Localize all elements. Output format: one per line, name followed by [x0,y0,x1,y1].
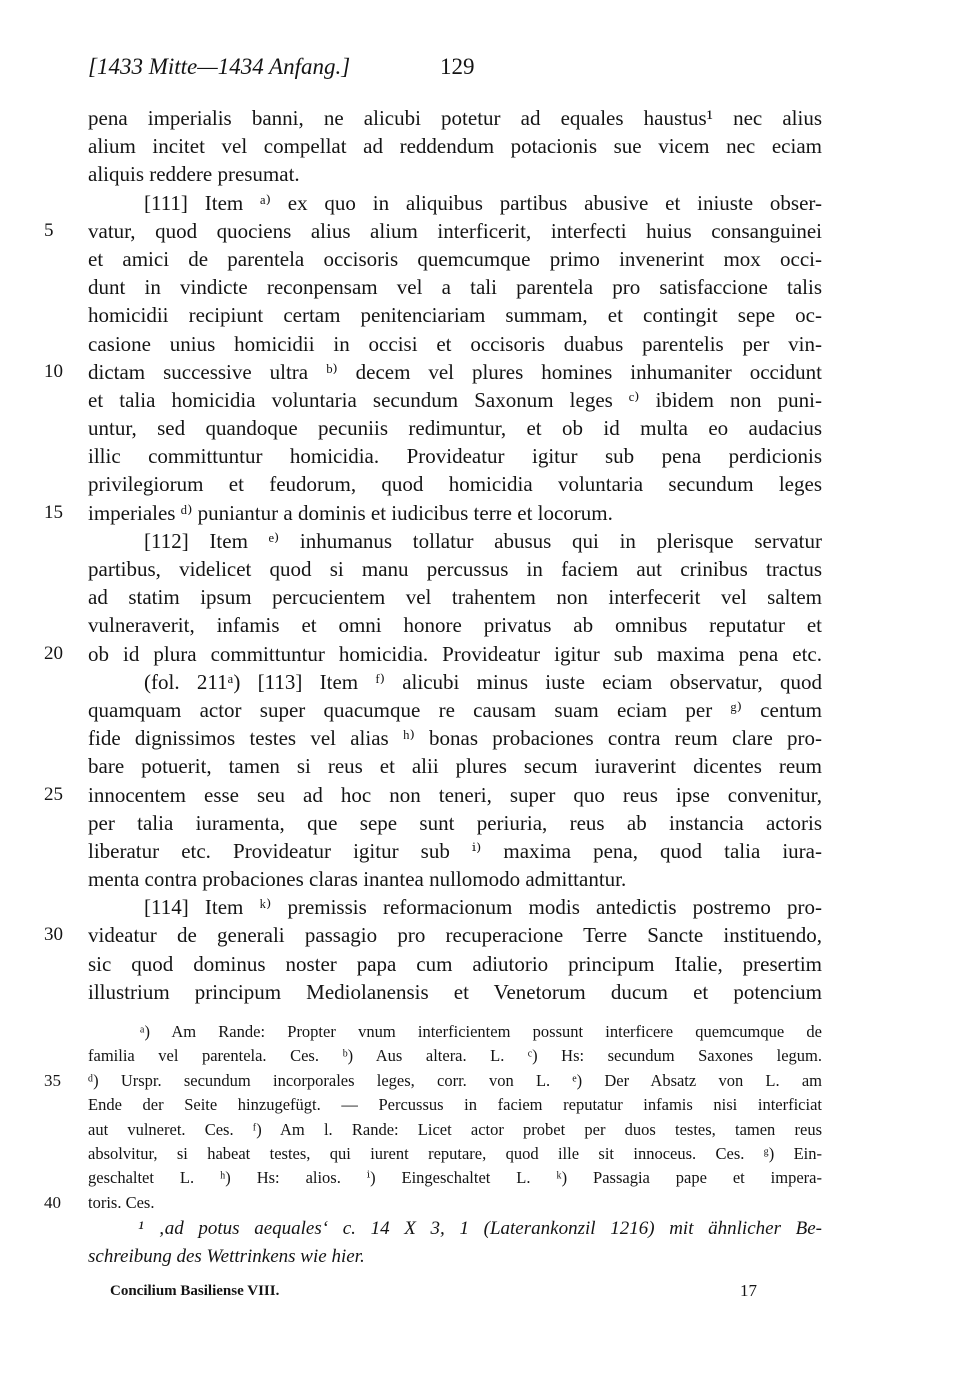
footnote-line [88,1118,822,1142]
text-line [88,555,822,583]
page-number: 129 [440,54,475,79]
text-line [88,893,822,921]
line-text: per talia iuramenta, que sepe sunt periuria, reus ab instancia actoris [88,810,822,835]
signature-line [88,1280,822,1302]
note-line [88,1215,822,1243]
text-line [88,104,822,132]
line-text: casione unius homicidii in occisi et occisoris duabus parentelis per vin- [88,331,822,356]
footnote-line [88,1044,822,1068]
line-text: imperiales ᵈ⁾ puniantur a dominis et iudicibus terre et locorum. [88,500,613,525]
line-text: dictam successive ultra ᵇ⁾ decem vel plures homines inhumaniter occidunt [88,359,822,384]
footnote-line [88,1142,822,1166]
line-text: [114] Item ᵏ⁾ premissis reformacionum modis antedictis postremo pro- [144,895,822,920]
line-text: homicidii recipiunt certam penitenciariam summam, et contingit sepe oc- [88,303,822,328]
text-line [44,781,822,809]
text-line [88,752,822,780]
line-number: 10 [44,360,63,382]
signature-mark: 17 [740,1281,757,1300]
text-line [88,470,822,498]
line-number: 5 [44,219,54,241]
line-text: partibus, videlicet quod si manu percussus in faciem aut crinibus tractus [88,557,822,581]
line-text: menta contra probaciones claras inantea nullomodo admittantur. [88,867,627,892]
text-line [44,640,822,668]
text-line [88,611,822,639]
text-line [88,330,822,358]
line-text: ad statim ipsum percucientem vel trahentem non interfecerit vel saltem [88,585,822,610]
text-line [88,950,822,978]
text-line [44,358,822,386]
critical-apparatus [44,1020,822,1215]
line-text: fide dignissimos testes vel alias ʰ⁾ bonas probaciones contra reum clare pro- [88,726,822,751]
series-title: Concilium Basiliense VIII. [110,1283,280,1299]
text-line [88,668,822,696]
footnote-line [88,1020,822,1044]
text-line [88,837,822,865]
text-line [88,696,822,724]
line-text: Ende der Seite hinzugefügt. — Percussus in faciem reputatur infamis nisi interficiat [88,1095,822,1115]
text-line [88,189,822,217]
note-line [88,1243,822,1271]
line-text: ob id plura committuntur homicidia. Provideatur igitur sub maxima pena etc. [88,641,822,666]
footnote-line [88,1093,822,1117]
line-text: untur, sed quandoque pecuniis redimuntur, et ob id multa eo audacius [88,416,822,441]
line-text: innocentem esse seu ad hoc non teneri, super quo reus ipse convenitur, [88,782,822,807]
line-number: 40 [44,1192,61,1212]
line-number: 20 [44,642,63,664]
line-text: et amici de parentela occisoris quemcumque primo invenerint mox occi- [88,246,822,271]
line-text: vatur, quod quociens alius alium interficerit, interfecti huius consanguinei [88,218,822,243]
line-text: alium incitet vel compellat ad reddendum potacionis sue vicem nec eciam [88,134,822,159]
main-text [44,104,822,1006]
line-text: privilegiorum et feudorum, quod homicidia voluntaria secundum leges [88,472,822,497]
text-line [44,499,822,527]
text-line [88,273,822,301]
line-text: ¹ ‚ad potus aequales‘ c. 14 X 3, 1 (Laterankonzil 1216) mit ähnlicher Be- [138,1218,822,1239]
line-text: pena imperialis banni, ne alicubi potetur ad equales haustus¹ nec alius [88,106,822,130]
line-text: schreibung des Wettrinkens wie hier. [88,1246,365,1267]
text-line [88,301,822,329]
text-line [88,132,822,160]
line-text: videatur de generali passagio pro recuperacione Terre Sancte instituendo, [88,923,822,948]
date-range: [1433 Mitte—1434 Anfang.] [88,54,351,79]
line-text: et talia homicidia voluntaria secundum Saxonum leges ᶜ⁾ ibidem non puni- [88,387,822,412]
line-text: dunt in vindicte reconpensam vel a tali parentela pro satisfaccione talis [88,275,822,300]
line-text: illic committuntur homicidia. Provideatur igitur sub pena perdicionis [88,444,822,469]
text-line [88,245,822,273]
text-line [88,978,822,1006]
text-line [88,414,822,442]
text-line [88,583,822,611]
text-line [88,527,822,555]
text-line [88,160,822,188]
footnote-line [88,1166,822,1190]
line-text: geschaltet L. ʰ) Hs: alios. ⁱ) Eingeschaltet L. ᵏ) Passagia pape et impera- [88,1168,822,1188]
line-number: 25 [44,783,63,805]
line-number: 30 [44,924,63,946]
line-text: [112] Item ᵉ⁾ inhumanus tollatur abusus qui in plerisque servatur [144,528,822,553]
line-text: absolvitur, si habeat testes, qui iurent reputare, quod ille sit innoceus. Ces. ᵍ) Ein- [88,1143,822,1163]
line-text: liberatur etc. Provideatur igitur sub ⁱ⁾ maxima pena, quod talia iura- [88,838,822,863]
text-line [44,921,822,949]
line-text: toris. Ces. [88,1192,155,1212]
line-number: 35 [44,1070,61,1090]
text-line [88,724,822,752]
line-text: (fol. 211ᵃ) [113] Item ᶠ⁾ alicubi minus iuste eciam observatur, quod [144,669,822,694]
line-text: illustrium principum Mediolanensis et Venetorum ducum et potencium [88,979,822,1004]
footnote-line [44,1069,822,1093]
text-line [88,442,822,470]
line-text: familia vel parentela. Ces. ᵇ) Aus altera. L. ᶜ) Hs: secundum Saxones legum. [88,1046,822,1066]
running-header [88,50,822,84]
line-text: aliquis reddere presumat. [88,162,300,187]
text-line [44,217,822,245]
line-text: vulneraverit, infamis et omni honore privatus ab omnibus reputatur et [88,613,822,638]
line-text: bare potuerit, tamen si reus et alii plures secum iuraverint dicentes reum [88,754,822,779]
line-number: 15 [44,501,63,523]
line-text: sic quod dominus noster papa cum adiutorio principum Italie, presertim [88,951,822,976]
text-line [88,809,822,837]
line-text: ᵃ) Am Rande: Propter vnum interficientem possunt interficere quemcumque de [140,1022,822,1041]
line-text: aut vulneret. Ces. ᶠ) Am l. Rande: Licet actor probet per duos testes, tamen reus [88,1119,822,1139]
footnote-line [44,1191,822,1215]
line-text: [111] Item ᵃ⁾ ex quo in aliquibus partibus abusive et iniuste obser- [144,190,822,215]
text-line [88,386,822,414]
line-text: quamquam actor super quacumque re causam suam eciam per ᵍ⁾ centum [88,697,822,722]
text-line [88,865,822,893]
commentary-note [88,1215,822,1271]
line-text: ᵈ) Urspr. secundum incorporales leges, corr. von L. ᵉ) Der Absatz von L. am [88,1070,822,1090]
